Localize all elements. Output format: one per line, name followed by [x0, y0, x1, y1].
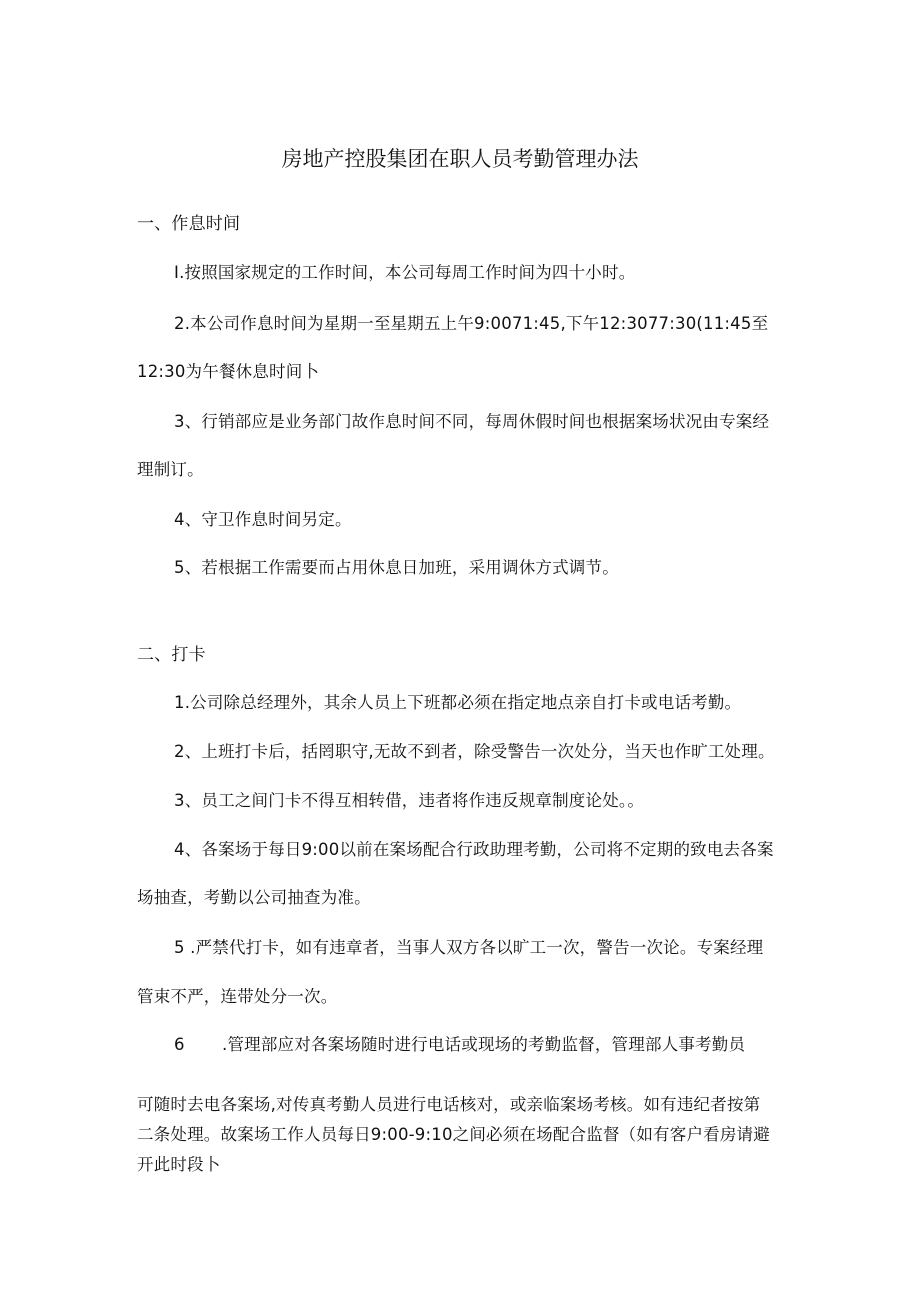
paragraph-continuation: 管束不严，连带处分一次。 [137, 987, 338, 1006]
document-title: 房地产控股集团在职人员考勤管理办法 [281, 147, 639, 171]
paragraph: 2.本公司作息时间为星期一至星期五上午9:0071:45,下午12:3077:30(11:45至 [174, 314, 769, 333]
paragraph: 4、各案场于每日9:00以前在案场配合行政助理考勤，公司将不定期的致电去各案 [174, 840, 774, 859]
section-heading-clock-in: 二、打卡 [137, 645, 206, 665]
paragraph: 4、守卫作息时间另定。 [174, 510, 352, 529]
paragraph: 5 .严禁代打卡，如有违章者，当事人双方各以旷工一次，警告一次论。专案经理 [174, 938, 764, 957]
paragraph-continuation: 场抽查，考勤以公司抽查为准。 [137, 888, 371, 907]
paragraph: 5、若根据工作需要而占用休息日加班，采用调休方式调节。 [174, 558, 619, 577]
section-heading-schedule: 一、作息时间 [137, 214, 241, 234]
paragraph-continuation: 可随时去电各案场,对传真考勤人员进行电话核对，或亲临案场考核。如有违纪者按第 [137, 1095, 761, 1114]
paragraph-continuation: 开此时段卜 [137, 1155, 221, 1174]
paragraph: .管理部应对各案场随时进行电话或现场的考勤监督，管理部人事考勤员 [222, 1035, 746, 1054]
item-number: 6 [174, 1035, 185, 1054]
paragraph: 3、行销部应是业务部门故作息时间不同，每周休假时间也根据案场状况由专案经 [174, 412, 770, 431]
paragraph: 2、上班打卡后，括罔职守,无故不到者，除受警告一次处分，当天也作旷工处理。 [174, 742, 775, 761]
paragraph: I.按照国家规定的工作时间，本公司每周工作时间为四十小时。 [174, 263, 636, 282]
paragraph: 3、员工之间门卡不得互相转借，违者将作违反规章制度论处。。 [174, 791, 645, 810]
paragraph-continuation: 二条处理。故案场工作人员每日9:00-9:10之间必须在场配合监督（如有客户看房请避 [137, 1125, 770, 1144]
paragraph: 1.公司除总经理外，其余人员上下班都必须在指定地点亲自打卡或电话考勤。 [174, 693, 742, 712]
paragraph-continuation: 理制订。 [137, 460, 204, 479]
paragraph-continuation: 12:30为午餐休息时间卜 [137, 362, 320, 381]
